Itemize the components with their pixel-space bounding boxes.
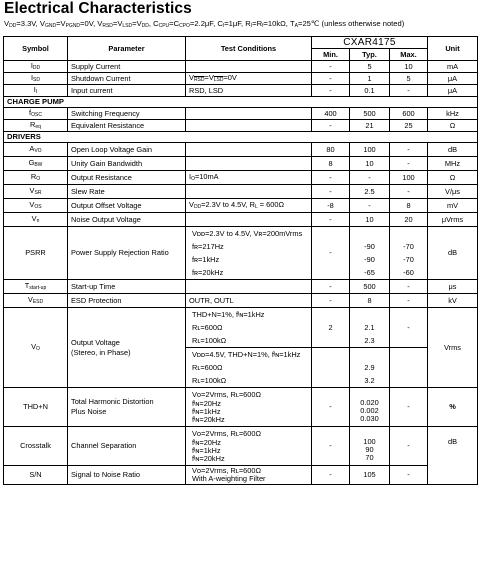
- section-row-charge-pump: [4, 97, 478, 108]
- min-cell: -8: [312, 199, 350, 213]
- test-conditions-note: VDD=3.3V, VGND=VPGND=0V, VRSD=VLSD=VDD, CCPU=CCPO=2.2μF, CI=1μF, RI=Rf=10kΩ, TA=25℃ (unless otherwise noted): [4, 19, 405, 29]
- table-row: [4, 120, 478, 132]
- condition-cell: Vᴏ=2Vrms, Rʟ=600Ω fᴵɴ=20Hz fᴵɴ=1kHz fᴵɴ=20kHz: [186, 427, 312, 466]
- symbol-cell: VOS: [4, 199, 68, 213]
- min-cell: -: [312, 466, 350, 485]
- symbol-cell: S/N: [4, 466, 68, 485]
- typ-cell: -: [350, 171, 390, 185]
- typ-cell: 500: [350, 280, 390, 294]
- max-cell: -: [390, 308, 428, 348]
- condition-cell: Vᴅᴅ=2.3V to 4.5V, Vʀ=200mVrms fʀ=217Hz fʀ=1kHz fʀ=20kHz: [186, 227, 312, 280]
- max-cell: -: [390, 388, 428, 427]
- condition-cell: [186, 157, 312, 171]
- typ-cell: 2.5: [350, 185, 390, 199]
- min-cell: -: [312, 120, 350, 132]
- typ-cell: 500: [350, 108, 390, 120]
- min-cell: [312, 348, 350, 388]
- unit-cell: Ω: [428, 120, 478, 132]
- table-row: [4, 157, 478, 171]
- max-cell: 5: [390, 73, 428, 85]
- condition-cell: Vᴅᴅ=4.5V, THD+N=1%, fᴵɴ=1kHz Rʟ=600Ω Rʟ=100kΩ: [186, 348, 312, 388]
- table-row: [4, 213, 478, 227]
- condition-cell: IO=10mA: [186, 171, 312, 185]
- max-cell: -: [390, 157, 428, 171]
- unit-cell: kHz: [428, 108, 478, 120]
- max-cell: 600: [390, 108, 428, 120]
- parameter-cell: Equivalent Resistance: [68, 120, 186, 132]
- min-cell: -: [312, 85, 350, 97]
- condition-cell: Vᴏ=2Vrms, Rʟ=600Ω fᴵɴ=20Hz fᴵɴ=1kHz fᴵɴ=20kHz: [186, 388, 312, 427]
- max-cell: -: [390, 280, 428, 294]
- typ-cell: -90 -90 -65: [350, 227, 390, 280]
- unit-cell: Vrms: [428, 308, 478, 388]
- min-cell: -: [312, 280, 350, 294]
- condition-cell: VDD=2.3V to 4.5V, RL = 600Ω: [186, 199, 312, 213]
- typ-cell: 100: [350, 143, 390, 157]
- parameter-cell: Total Harmonic Distortion Plus Noise: [68, 388, 186, 427]
- condition-cell: [186, 120, 312, 132]
- condition-cell: [186, 185, 312, 199]
- symbol-cell: VO: [4, 308, 68, 388]
- header-typ: Typ.: [350, 49, 390, 61]
- parameter-cell: Slew Rate: [68, 185, 186, 199]
- parameter-cell: Signal to Noise Ratio: [68, 466, 186, 485]
- max-cell: -70 -70 -60: [390, 227, 428, 280]
- table-row: [4, 171, 478, 185]
- min-cell: -: [312, 294, 350, 308]
- typ-cell: 8: [350, 294, 390, 308]
- unit-cell: μs: [428, 280, 478, 294]
- symbol-cell: II: [4, 85, 68, 97]
- min-cell: 400: [312, 108, 350, 120]
- max-cell: 25: [390, 120, 428, 132]
- header-parameter: Parameter: [68, 37, 186, 61]
- typ-cell: 10: [350, 213, 390, 227]
- typ-cell: 0.020 0.002 0.030: [350, 388, 390, 427]
- unit-cell: kV: [428, 294, 478, 308]
- min-cell: -: [312, 213, 350, 227]
- symbol-cell: PSRR: [4, 227, 68, 280]
- condition-cell: RSD, LSD: [186, 85, 312, 97]
- symbol-cell: IDD: [4, 61, 68, 73]
- max-cell: [390, 348, 428, 388]
- unit-cell: mA: [428, 61, 478, 73]
- max-cell: -: [390, 143, 428, 157]
- min-cell: 80: [312, 143, 350, 157]
- unit-cell: μA: [428, 85, 478, 97]
- min-cell: 8: [312, 157, 350, 171]
- header-device: CXAR4175: [312, 37, 428, 49]
- symbol-cell: Vn: [4, 213, 68, 227]
- symbol-cell: Tstart-up: [4, 280, 68, 294]
- table-row: [4, 466, 478, 485]
- parameter-cell: Output Offset Voltage: [68, 199, 186, 213]
- parameter-cell: Output Voltage (Stereo, in Phase): [68, 308, 186, 388]
- min-cell: -: [312, 185, 350, 199]
- header-test-conditions: Test Conditions: [186, 37, 312, 61]
- max-cell: -: [390, 294, 428, 308]
- electrical-characteristics-table: [3, 36, 478, 485]
- max-cell: -: [390, 85, 428, 97]
- symbol-cell: ISD: [4, 73, 68, 85]
- max-cell: -: [390, 466, 428, 485]
- table-row: [4, 143, 478, 157]
- table-row: [4, 85, 478, 97]
- typ-cell: 10: [350, 157, 390, 171]
- table-header-row: [4, 37, 478, 49]
- table-row: [4, 280, 478, 294]
- section-title: DRIVERS: [4, 132, 478, 143]
- unit-cell: μA: [428, 73, 478, 85]
- unit-cell: μVrms: [428, 213, 478, 227]
- typ-cell: 100 90 70: [350, 427, 390, 466]
- min-cell: -: [312, 388, 350, 427]
- table-row: [4, 427, 478, 466]
- unit-cell: MHz: [428, 157, 478, 171]
- header-unit: Unit: [428, 37, 478, 61]
- table-row: [4, 227, 478, 280]
- max-cell: 20: [390, 213, 428, 227]
- typ-cell: 105: [350, 466, 390, 485]
- max-cell: 10: [390, 61, 428, 73]
- typ-cell: 0.1: [350, 85, 390, 97]
- table-row: [4, 199, 478, 213]
- max-cell: 8: [390, 199, 428, 213]
- symbol-cell: Crosstalk: [4, 427, 68, 466]
- min-cell: -: [312, 171, 350, 185]
- header-max: Max.: [390, 49, 428, 61]
- min-cell: 2: [312, 308, 350, 348]
- symbol-cell: THD+N: [4, 388, 68, 427]
- parameter-cell: Start-up Time: [68, 280, 186, 294]
- parameter-cell: Switching Frequency: [68, 108, 186, 120]
- table-row: [4, 308, 478, 348]
- parameter-cell: Power Supply Rejection Ratio: [68, 227, 186, 280]
- parameter-cell: Noise Output Voltage: [68, 213, 186, 227]
- unit-cell: Ω: [428, 171, 478, 185]
- condition-cell: [186, 280, 312, 294]
- unit-cell: dB: [428, 143, 478, 157]
- symbol-cell: AVO: [4, 143, 68, 157]
- symbol-cell: VESD: [4, 294, 68, 308]
- page-title: Electrical Characteristics: [4, 0, 192, 17]
- parameter-cell: Shutdown Current: [68, 73, 186, 85]
- unit-cell: V/μs: [428, 185, 478, 199]
- symbol-cell: GBW: [4, 157, 68, 171]
- table-row: [4, 388, 478, 427]
- min-cell: -: [312, 227, 350, 280]
- condition-cell: [186, 61, 312, 73]
- condition-cell: OUTR, OUTL: [186, 294, 312, 308]
- header-min: Min.: [312, 49, 350, 61]
- condition-cell: Vᴏ=2Vrms, Rʟ=600Ω With A-weighting Filter: [186, 466, 312, 485]
- unit-cell: %: [428, 388, 478, 427]
- condition-cell: [186, 213, 312, 227]
- symbol-cell: Req: [4, 120, 68, 132]
- header-symbol: Symbol: [4, 37, 68, 61]
- symbol-cell: fOSC: [4, 108, 68, 120]
- max-cell: -: [390, 427, 428, 466]
- table-row: [4, 185, 478, 199]
- typ-cell: 2.9 3.2: [350, 348, 390, 388]
- symbol-cell: RO: [4, 171, 68, 185]
- max-cell: -: [390, 185, 428, 199]
- parameter-cell: ESD Protection: [68, 294, 186, 308]
- condition-cell: [186, 108, 312, 120]
- condition-cell: $V\overline{RSD}=V\overline{LSD}=0V$: [186, 73, 312, 85]
- typ-cell: 1: [350, 73, 390, 85]
- typ-cell: 5: [350, 61, 390, 73]
- table-row: [4, 294, 478, 308]
- parameter-cell: Channel Separation: [68, 427, 186, 466]
- section-row-drivers: [4, 132, 478, 143]
- min-cell: -: [312, 73, 350, 85]
- condition-cell: [186, 143, 312, 157]
- parameter-cell: Output Resistance: [68, 171, 186, 185]
- parameter-cell: Open Loop Voltage Gain: [68, 143, 186, 157]
- parameter-cell: Supply Current: [68, 61, 186, 73]
- max-cell: 100: [390, 171, 428, 185]
- condition-cell: THD+N=1%, fᴵɴ=1kHz Rʟ=600Ω Rʟ=100kΩ: [186, 308, 312, 348]
- parameter-cell: Unity Gain Bandwidth: [68, 157, 186, 171]
- typ-cell: -: [350, 199, 390, 213]
- min-cell: -: [312, 61, 350, 73]
- table-row: [4, 73, 478, 85]
- unit-cell: dB: [428, 227, 478, 280]
- parameter-cell: Input current: [68, 85, 186, 97]
- unit-cell: mV: [428, 199, 478, 213]
- table-row: [4, 108, 478, 120]
- section-title: CHARGE PUMP: [4, 97, 478, 108]
- unit-cell: dB: [428, 427, 478, 485]
- min-cell: -: [312, 427, 350, 466]
- table-row: [4, 61, 478, 73]
- typ-cell: 2.1 2.3: [350, 308, 390, 348]
- typ-cell: 21: [350, 120, 390, 132]
- symbol-cell: VSR: [4, 185, 68, 199]
